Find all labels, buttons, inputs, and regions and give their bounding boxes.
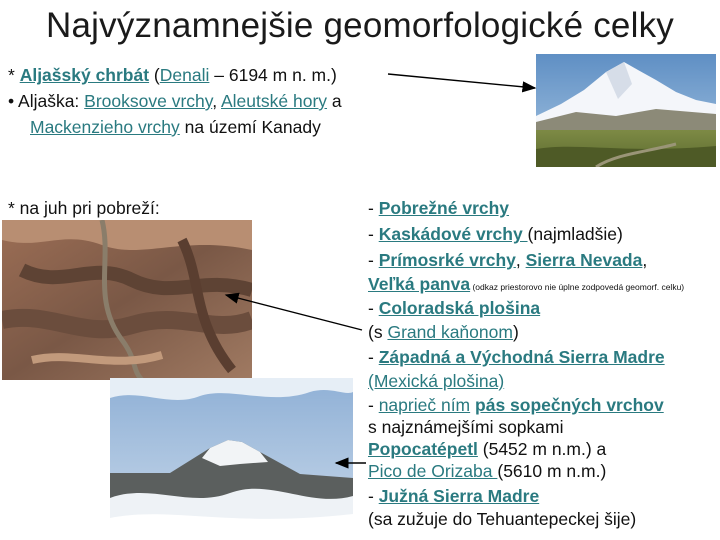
item-velka-panva	[368, 273, 684, 298]
text: ,	[212, 91, 221, 111]
arrow-icon	[388, 74, 535, 88]
link-sierra-madre[interactable]: Západná a Východná Sierra Madre	[378, 347, 665, 367]
text: ,	[642, 250, 648, 270]
link-grand-kanon[interactable]: Grand kaňonom	[387, 322, 513, 342]
text: a	[327, 91, 342, 111]
south-coast-label: * na juh pri pobreží:	[8, 198, 160, 218]
item-pas-sopecnych-vrchov	[368, 394, 664, 416]
text: (5452 m n.m.) a	[477, 439, 607, 459]
text: -	[368, 224, 379, 244]
item-juzna-sierra-madre	[368, 485, 539, 507]
item-grand-kanon	[368, 321, 519, 343]
text: (5610 m n.m.)	[497, 461, 607, 481]
link-sierra-nevada[interactable]: Sierra Nevada	[525, 250, 643, 270]
link-pico-de-orizaba[interactable]: Pico de Orizaba	[368, 461, 498, 481]
link-velka-panva[interactable]: Veľká panva	[368, 274, 471, 294]
item-kaskadove-vrchy	[368, 223, 623, 245]
link-brooksove-vrchy[interactable]: Brooksove vrchy	[84, 91, 213, 111]
link-juzna-sierra-madre[interactable]: Južná Sierra Madre	[378, 486, 540, 506]
item-coloradska-plosina	[368, 297, 540, 319]
item-mexicka-plosina	[368, 370, 504, 392]
link-primorske-vrchy[interactable]: Prímosrké vrchy	[378, 250, 516, 270]
item-pico-de-orizaba	[368, 460, 606, 482]
text: na území Kanady	[179, 117, 321, 137]
link-popocatepetl[interactable]: Popocatépetl	[368, 439, 478, 459]
link-denali[interactable]: Denali	[159, 65, 210, 85]
text: ,	[515, 250, 526, 270]
arrow-icon	[226, 295, 362, 330]
item-sierra-madre	[368, 346, 665, 368]
item-primorske-vrchy	[368, 249, 647, 271]
link-aleutske-hory[interactable]: Aleutské hory	[221, 91, 328, 111]
link-mackenzieho-vrchy[interactable]: Mackenzieho vrchy	[30, 117, 180, 137]
item-sopky-text: s najznámejšími sopkami	[368, 417, 564, 437]
item-tehuantepec: (sa zužuje do Tehuantepeckej šije)	[368, 509, 637, 529]
link-mexicka-plosina[interactable]: (Mexická plošina)	[368, 371, 505, 391]
link-pobrezne-vrchy[interactable]: Pobrežné vrchy	[378, 198, 510, 218]
text: -	[368, 198, 379, 218]
text: -	[368, 395, 379, 415]
page-title: Najvýznamnejšie geomorfologické celky	[46, 6, 674, 45]
text: -	[368, 486, 379, 506]
footnote: (odkaz priestorovo nie úplne zodpovedá geomorf. celku)	[470, 282, 685, 292]
text: – 6194 m n. m.)	[209, 65, 337, 85]
link-pas-sopecnych-vrchov[interactable]: pás sopečných vrchov	[475, 395, 664, 415]
text: -	[368, 298, 379, 318]
text: -	[368, 347, 379, 367]
link-kaskadove-vrchy[interactable]: Kaskádové vrchy	[378, 224, 528, 244]
link-aljassky-chrbat[interactable]: Aljašský chrbát	[19, 65, 150, 85]
text: -	[368, 250, 379, 270]
text: )	[512, 322, 519, 342]
text: (	[149, 65, 160, 85]
link-coloradska-plosina[interactable]: Coloradská plošina	[378, 298, 541, 318]
item-pobrezne-vrchy	[368, 197, 509, 219]
text: *	[8, 65, 20, 85]
link-napriec-nim[interactable]: naprieč ním	[378, 395, 471, 415]
text: • Aljaška:	[8, 91, 85, 111]
text: (najmladšie)	[527, 224, 623, 244]
item-popocatepetl	[368, 438, 606, 460]
text: (s	[368, 322, 388, 342]
